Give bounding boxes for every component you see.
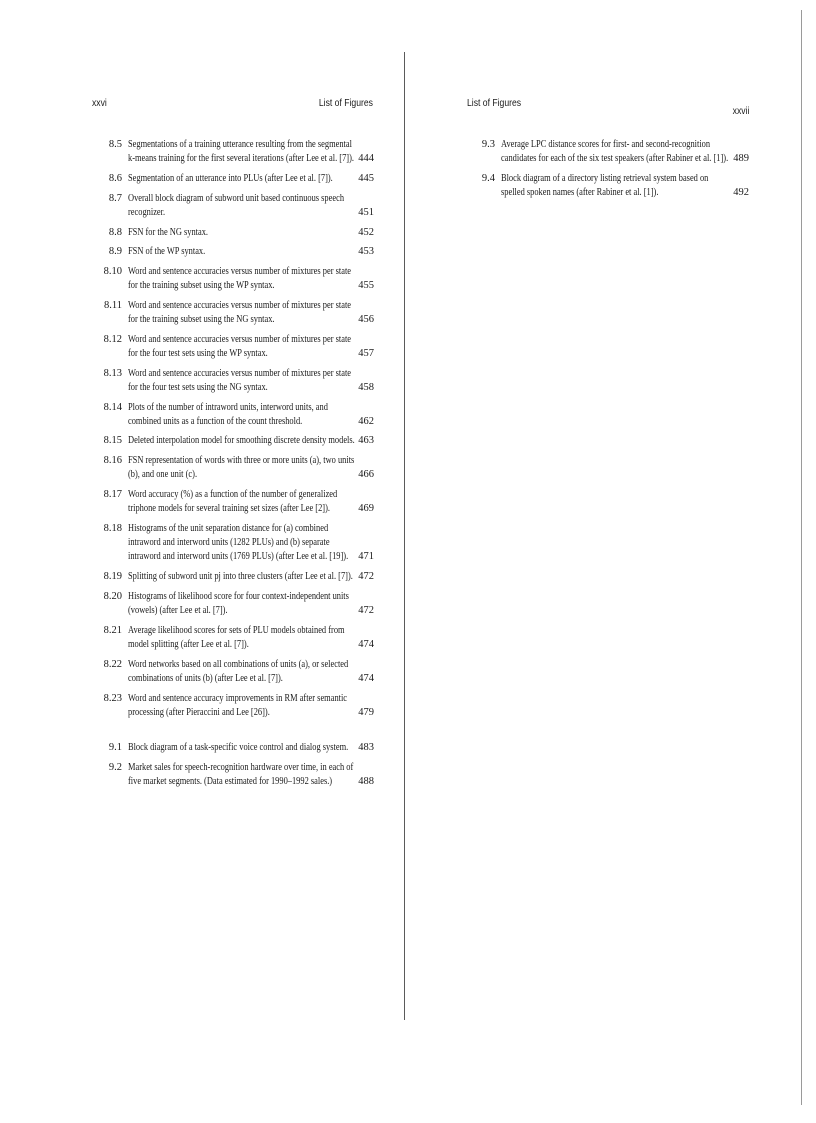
spine-divider	[404, 52, 405, 1020]
figure-number: 8.13	[103, 367, 122, 379]
figure-caption: Average LPC distance scores for first- and second-recognition candidates for each of the six test speakers (after Rabiner et al. [1]).	[501, 139, 729, 165]
page-number: 479	[358, 706, 374, 718]
figure-caption: Splitting of subword unit pj into three clusters (after Lee et al. [7]).	[128, 571, 353, 583]
figure-caption: FSN representation of words with three or more units (a), two units (b), and one unit (c).	[128, 455, 355, 481]
figure-entry	[92, 245, 374, 259]
right-folio: xxvii	[732, 105, 749, 117]
page-number: 469	[358, 503, 374, 515]
figure-number: 8.10	[103, 265, 122, 277]
figure-caption: Segmentation of an utterance into PLUs (after Lee et al. [7]).	[128, 172, 333, 184]
figure-number: 8.23	[103, 692, 122, 704]
figure-number: 8.20	[103, 590, 122, 602]
figure-caption: Deleted interpolation model for smoothing discrete density models.	[128, 435, 355, 447]
page-number: 474	[358, 672, 374, 684]
left-running-title: List of Figures	[318, 97, 373, 109]
page-number: 453	[358, 246, 374, 258]
page-number: 451	[358, 206, 374, 218]
figure-number: 8.8	[108, 226, 122, 238]
figure-caption: Histograms of likelihood score for four context-independent units (vowels) (after Lee et al. [7]).	[128, 590, 349, 616]
section-gap	[92, 725, 374, 741]
figure-number: 8.19	[103, 571, 122, 583]
figure-entry	[92, 172, 374, 186]
figure-entry	[92, 454, 374, 482]
figure-number: 8.22	[103, 658, 122, 670]
figure-number: 8.7	[108, 192, 122, 204]
page-number: 457	[358, 347, 374, 359]
page-number: 488	[358, 776, 374, 788]
left-figure-list	[92, 138, 374, 795]
figure-number: 8.9	[108, 246, 122, 258]
figure-number: 8.5	[108, 139, 122, 150]
page-number: 445	[358, 172, 374, 184]
figure-entry	[465, 172, 749, 200]
page-number: 444	[358, 153, 374, 165]
figure-entry	[92, 741, 374, 755]
figure-number: 8.15	[103, 435, 122, 447]
right-running-title: List of Figures	[467, 97, 522, 109]
figure-number: 8.11	[104, 299, 122, 311]
figure-caption: Word and sentence accuracies versus number of mixtures per state for the four test sets using the WP syntax.	[128, 333, 352, 359]
figure-entry	[92, 401, 374, 429]
page-number: 462	[358, 415, 374, 427]
figure-entry	[92, 299, 374, 327]
figure-caption: Word networks based on all combinations of units (a), or selected combinations of units (b) (after Lee et al. [7]).	[128, 658, 349, 684]
left-folio: xxvi	[92, 97, 107, 109]
figure-caption: Average likelihood scores for sets of PLU models obtained from model splitting (after Lee et al. [7]).	[128, 624, 345, 650]
page-number: 472	[358, 571, 374, 583]
figure-caption: FSN of the WP syntax.	[128, 246, 206, 258]
figure-entry	[92, 658, 374, 686]
figure-number: 8.6	[108, 172, 122, 184]
figure-number: 9.2	[108, 762, 122, 774]
figure-caption: Segmentations of a training utterance resulting from the segmental k-means training for the first several iterations (after Lee et al. [7]).	[128, 139, 355, 165]
page-number: 472	[358, 604, 374, 616]
figure-entry	[92, 367, 374, 395]
page-number: 466	[358, 469, 374, 481]
figure-entry	[92, 522, 374, 565]
figure-caption: Histograms of the unit separation distance for (a) combined intraword and interword units (1282 PLUs) and (b) separate intraword and interword units (1769 PLUs) (after Lee et al. [19]).	[128, 522, 349, 563]
figure-number: 9.4	[481, 172, 495, 184]
figure-caption: Word and sentence accuracies versus number of mixtures per state for the training subset using the NG syntax.	[128, 299, 352, 326]
figure-number: 8.18	[103, 522, 122, 534]
figure-entry	[92, 590, 374, 618]
figure-entry	[92, 192, 374, 220]
figure-entry	[92, 570, 374, 584]
figure-entry	[92, 488, 374, 516]
page-number: 471	[358, 551, 374, 563]
figure-caption: Overall block diagram of subword unit based continuous speech recognizer.	[128, 192, 345, 218]
figure-entry	[92, 333, 374, 361]
figure-caption: Market sales for speech-recognition hardware over time, in each of five market segments. (Data estimated for 1990–1992 sales.)	[128, 762, 354, 788]
page-number: 456	[358, 314, 374, 326]
figure-caption: Block diagram of a task-specific voice control and dialog system.	[128, 742, 349, 754]
figure-entry	[92, 138, 374, 166]
page-number: 474	[358, 638, 374, 650]
figure-number: 9.1	[108, 742, 122, 754]
figure-entry	[92, 226, 374, 240]
page-number: 452	[358, 226, 374, 238]
figure-entry	[465, 138, 749, 166]
figure-number: 8.16	[103, 455, 122, 467]
page-number: 455	[358, 280, 374, 292]
page-number: 483	[358, 742, 374, 754]
figure-number: 8.12	[103, 333, 122, 345]
page-number: 489	[733, 153, 749, 165]
figure-number: 8.17	[103, 489, 122, 501]
page-edge-line	[801, 10, 802, 1105]
figure-entry	[92, 692, 374, 720]
figure-entry	[92, 265, 374, 293]
figure-entry	[92, 434, 374, 448]
figure-caption: Word accuracy (%) as a function of the number of generalized triphone models for several training set sizes (after Lee [2]).	[128, 489, 338, 515]
figure-caption: Word and sentence accuracies versus number of mixtures per state for the training subset using the WP syntax.	[128, 265, 352, 292]
figure-number: 8.14	[103, 401, 122, 413]
figure-number: 8.21	[103, 624, 122, 636]
figure-number: 9.3	[481, 139, 495, 150]
figure-entry	[92, 624, 374, 652]
page-number: 463	[358, 435, 374, 447]
right-figure-list	[465, 138, 749, 206]
figure-entry	[92, 761, 374, 789]
figure-caption: FSN for the NG syntax.	[128, 226, 209, 238]
figure-caption: Word and sentence accuracies versus number of mixtures per state for the four test sets using the NG syntax.	[128, 367, 352, 393]
figure-caption: Plots of the number of intraword units, interword units, and combined units as a function of the count threshold.	[128, 401, 328, 427]
figure-caption: Block diagram of a directory listing retrieval system based on spelled spoken names (after Rabiner et al. [1]).	[501, 172, 709, 199]
figure-caption: Word and sentence accuracy improvements in RM after semantic processing (after Pieraccini and Lee [26]).	[128, 692, 348, 718]
page-number: 492	[733, 187, 749, 199]
page-number: 458	[358, 381, 374, 393]
